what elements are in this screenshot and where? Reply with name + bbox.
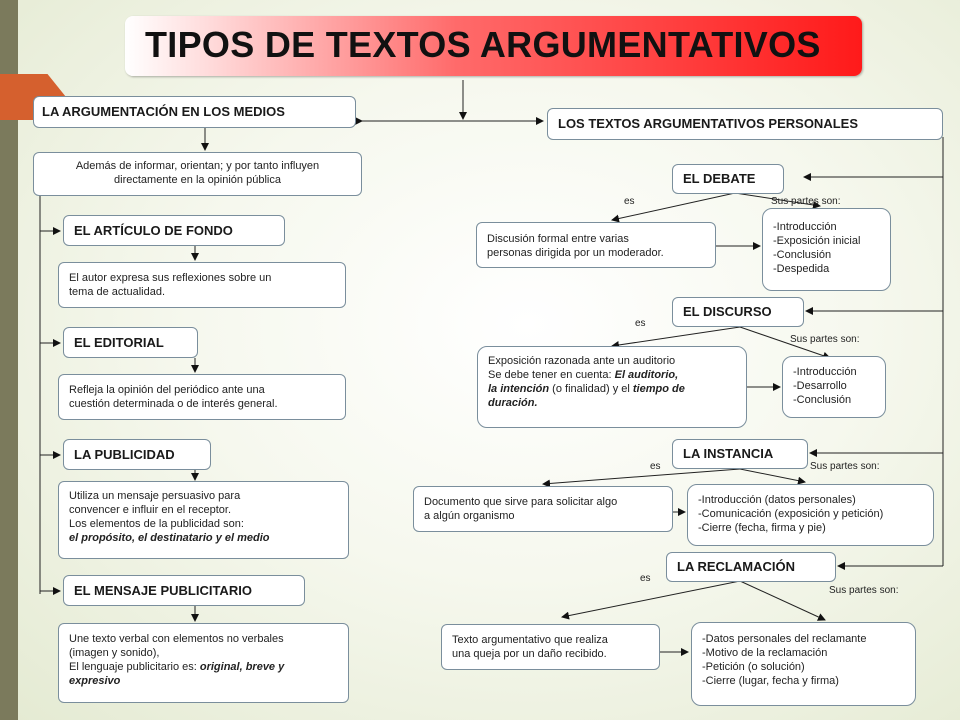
medios-intro-line-2: directamente en la opinión pública (114, 174, 281, 186)
reclamacion-header (666, 552, 836, 582)
editorial-title: EL EDITORIAL (74, 334, 164, 350)
argumentacion-medios-header-text: LA ARGUMENTACIÓN EN LOS MEDIOS (42, 104, 285, 119)
mensaje-desc-line-4 (69, 674, 338, 688)
reclamacion-partes-box (691, 622, 916, 706)
discurso-def-line-3-emphasis-b: tiempo de (632, 383, 685, 395)
page-title: TIPOS DE TEXTOS ARGUMENTATIVOS (145, 24, 821, 65)
discurso-parte-2: -Desarrollo (793, 380, 847, 392)
publicidad-desc-line-2: convencer e influir en el receptor. (69, 504, 232, 516)
discurso-def-line-2 (488, 368, 736, 382)
instancia-es-label: es (650, 461, 661, 472)
publicidad-title: LA PUBLICIDAD (74, 446, 175, 462)
publicidad-desc-box (58, 481, 349, 559)
mensaje-desc-line-4-emphasis: expresivo (69, 675, 121, 687)
publicidad-header (63, 439, 211, 470)
reclamacion-parte-4: -Cierre (lugar, fecha y firma) (702, 675, 839, 687)
reclamacion-def-line-2: una queja por un daño recibido. (452, 648, 607, 660)
debate-header (672, 164, 784, 194)
discurso-title: EL DISCURSO (683, 304, 772, 319)
medios-intro-line-1: Además de informar, orientan; y por tanto influyen (75, 160, 320, 172)
instancia-parte-1: -Introducción (datos personales) (698, 494, 856, 506)
discurso-def-box (477, 346, 747, 428)
reclamacion-parte-3: -Petición (o solución) (702, 661, 805, 673)
mensaje-publicitario-header (63, 575, 305, 606)
instancia-def-line-2: a algún organismo (424, 510, 515, 522)
reclamacion-es-label: es (640, 573, 651, 584)
debate-parte-1: -Introducción (773, 221, 837, 233)
articulo-de-fondo-desc-box (58, 262, 346, 308)
publicidad-desc-line-4: el propósito, el destinatario y el medio (69, 532, 270, 544)
debate-partes-label: Sus partes son: (771, 196, 841, 207)
instancia-parte-2: -Comunicación (exposición y petición) (698, 508, 884, 520)
discurso-header (672, 297, 804, 327)
articulo-de-fondo-title: EL ARTÍCULO DE FONDO (74, 222, 233, 238)
mensaje-desc-line-3-emphasis: original, breve y (199, 661, 285, 673)
articulo-de-fondo-desc-line-2: tema de actualidad. (69, 286, 166, 298)
debate-partes-box (762, 208, 891, 291)
mensaje-desc-line-3-plain: El lenguaje publicitario es: (69, 661, 200, 673)
editorial-desc-line-2: cuestión determinada o de interés general. (69, 398, 278, 410)
publicidad-desc-line-1: Utiliza un mensaje persuasivo para (69, 490, 241, 502)
instancia-header (672, 439, 808, 469)
mensaje-desc-line-1: Une texto verbal con elementos no verbales (69, 633, 284, 645)
discurso-partes-label: Sus partes son: (790, 334, 860, 345)
debate-def-box (476, 222, 716, 268)
discurso-def-line-3-plain: (o finalidad) y el (549, 383, 633, 395)
articulo-de-fondo-header (63, 215, 285, 246)
instancia-title: LA INSTANCIA (683, 446, 774, 461)
debate-def-line-1: Discusión formal entre varias (487, 233, 629, 245)
debate-es-label: es (624, 196, 635, 207)
mensaje-publicitario-desc-box (58, 623, 349, 703)
debate-def-line-2: personas dirigida por un moderador. (487, 247, 664, 259)
reclamacion-parte-1: -Datos personales del reclamante (702, 633, 867, 645)
debate-parte-4: -Despedida (773, 263, 830, 275)
instancia-partes-label: Sus partes son: (810, 461, 880, 472)
discurso-def-line-4 (488, 396, 736, 410)
discurso-def-line-2-plain: Se debe tener en cuenta: (488, 369, 615, 381)
editorial-desc-line-1: Refleja la opinión del periódico ante una (69, 384, 265, 396)
discurso-def-line-1: Exposición razonada ante un auditorio (488, 355, 676, 367)
discurso-def-line-2-emphasis: El auditorio, (614, 369, 679, 381)
editorial-header (63, 327, 198, 358)
mensaje-desc-line-3 (69, 660, 338, 674)
reclamacion-parte-2: -Motivo de la reclamación (702, 647, 828, 659)
discurso-def-line-3-emphasis-a: la intención (488, 383, 550, 395)
discurso-parte-3: -Conclusión (793, 394, 852, 406)
instancia-def-line-1: Documento que sirve para solicitar algo (424, 496, 618, 508)
reclamacion-def-box (441, 624, 660, 670)
editorial-desc-box (58, 374, 346, 420)
debate-title: EL DEBATE (683, 171, 756, 186)
discurso-es-label: es (635, 318, 646, 329)
instancia-partes-box (687, 484, 934, 546)
reclamacion-def-line-1: Texto argumentativo que realiza (452, 634, 608, 646)
debate-parte-3: -Conclusión (773, 249, 832, 261)
articulo-de-fondo-desc-line-1: El autor expresa sus reflexiones sobre un (69, 272, 272, 284)
textos-personales-header (547, 108, 943, 140)
instancia-def-box (413, 486, 673, 532)
instancia-parte-3: -Cierre (fecha, firma y pie) (698, 522, 826, 534)
reclamacion-title: LA RECLAMACIÓN (677, 559, 795, 574)
reclamacion-partes-label: Sus partes son: (829, 585, 899, 596)
medios-intro-box (33, 152, 362, 196)
discurso-partes-box (782, 356, 886, 418)
discurso-def-line-4-emphasis: duración. (488, 397, 538, 409)
debate-parte-2: -Exposición inicial (773, 235, 861, 247)
mensaje-publicitario-title: EL MENSAJE PUBLICITARIO (74, 582, 252, 598)
textos-personales-header-text: LOS TEXTOS ARGUMENTATIVOS PERSONALES (558, 116, 858, 131)
argumentacion-medios-header (33, 96, 356, 128)
mensaje-desc-line-2: (imagen y sonido), (69, 647, 160, 659)
discurso-def-line-3 (488, 382, 736, 396)
publicidad-desc-line-3: Los elementos de la publicidad son: (69, 518, 244, 530)
discurso-parte-1: -Introducción (793, 366, 857, 378)
